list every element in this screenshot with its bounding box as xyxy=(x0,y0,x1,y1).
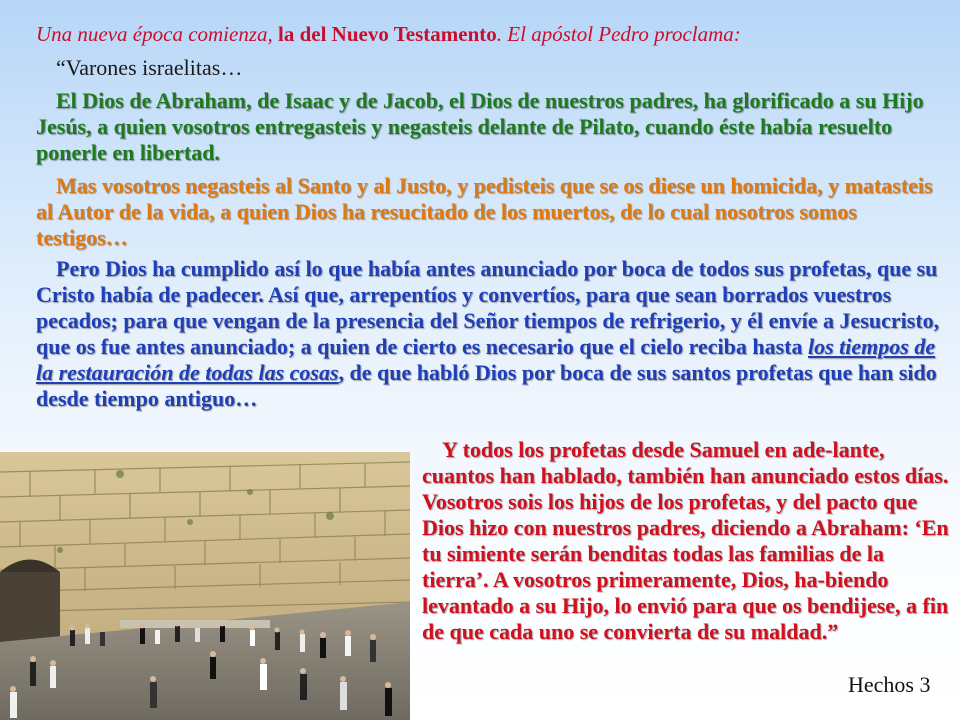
paragraph-blue xyxy=(36,256,948,412)
western-wall-photo xyxy=(0,452,410,720)
scripture-reference: Hechos 3 xyxy=(848,672,931,697)
intro-part1: Una nueva época comienza, xyxy=(36,22,279,46)
greeting: “Varones israelitas… xyxy=(56,55,243,80)
western-wall-illustration xyxy=(0,452,410,720)
intro-part3: . El apóstol Pedro proclama: xyxy=(496,22,741,46)
intro-new-testament: la del Nuevo Testamento xyxy=(278,22,497,46)
intro-line xyxy=(36,22,946,47)
restoration-phrase: los tiempos de la restauración de todas las cosas xyxy=(36,334,936,385)
paragraph-blue-part1: Pero Dios ha cumplido así lo que había antes anunciado por boca de todos sus profetas, que su Cristo había de padecer. Así que, arrepentíos y convertíos, para que sean borrados vuestros pecados; para que vengan de la presencia del Señor tiempos de refrigerio, y él envíe a Jesucristo, que os fue antes anunciado; a quien de cierto es necesario que el cielo reciba hasta xyxy=(36,256,940,359)
paragraph-green: El Dios de Abraham, de Isaac y de Jacob, el Dios de nuestros padres, ha glorificado a su Hijo Jesús, a quien vosotros entregasteis y negasteis delante de Pilato, cuando éste había resuelto ponerle en libertad. xyxy=(36,88,924,165)
paragraph-blue-part2: , de que habló Dios por boca de sus santos profetas que han sido desde tiempo antiguo… xyxy=(36,360,937,411)
paragraph-orange: Mas vosotros negasteis al Santo y al Justo, y pedisteis que se os diese un homicida, y matasteis al Autor de la vida, a quien Dios ha resucitado de los muertos, de lo cual nosotros somos testigos… xyxy=(36,173,933,250)
paragraph-red: Y todos los profetas desde Samuel en ade-lante, cuantos han hablado, también han anunciado estos días. Vosotros sois los hijos de los profetas, y del pacto que Dios hizo con nuestros padres, diciendo a Abraham: ‘En tu simiente serán benditas todas las familias de la tierra’. A vosotros primeramente, Dios, ha-biendo levantado a su Hijo, lo envió para que os bendijese, a fin de que cada uno se convierta de su maldad.” xyxy=(422,437,949,644)
